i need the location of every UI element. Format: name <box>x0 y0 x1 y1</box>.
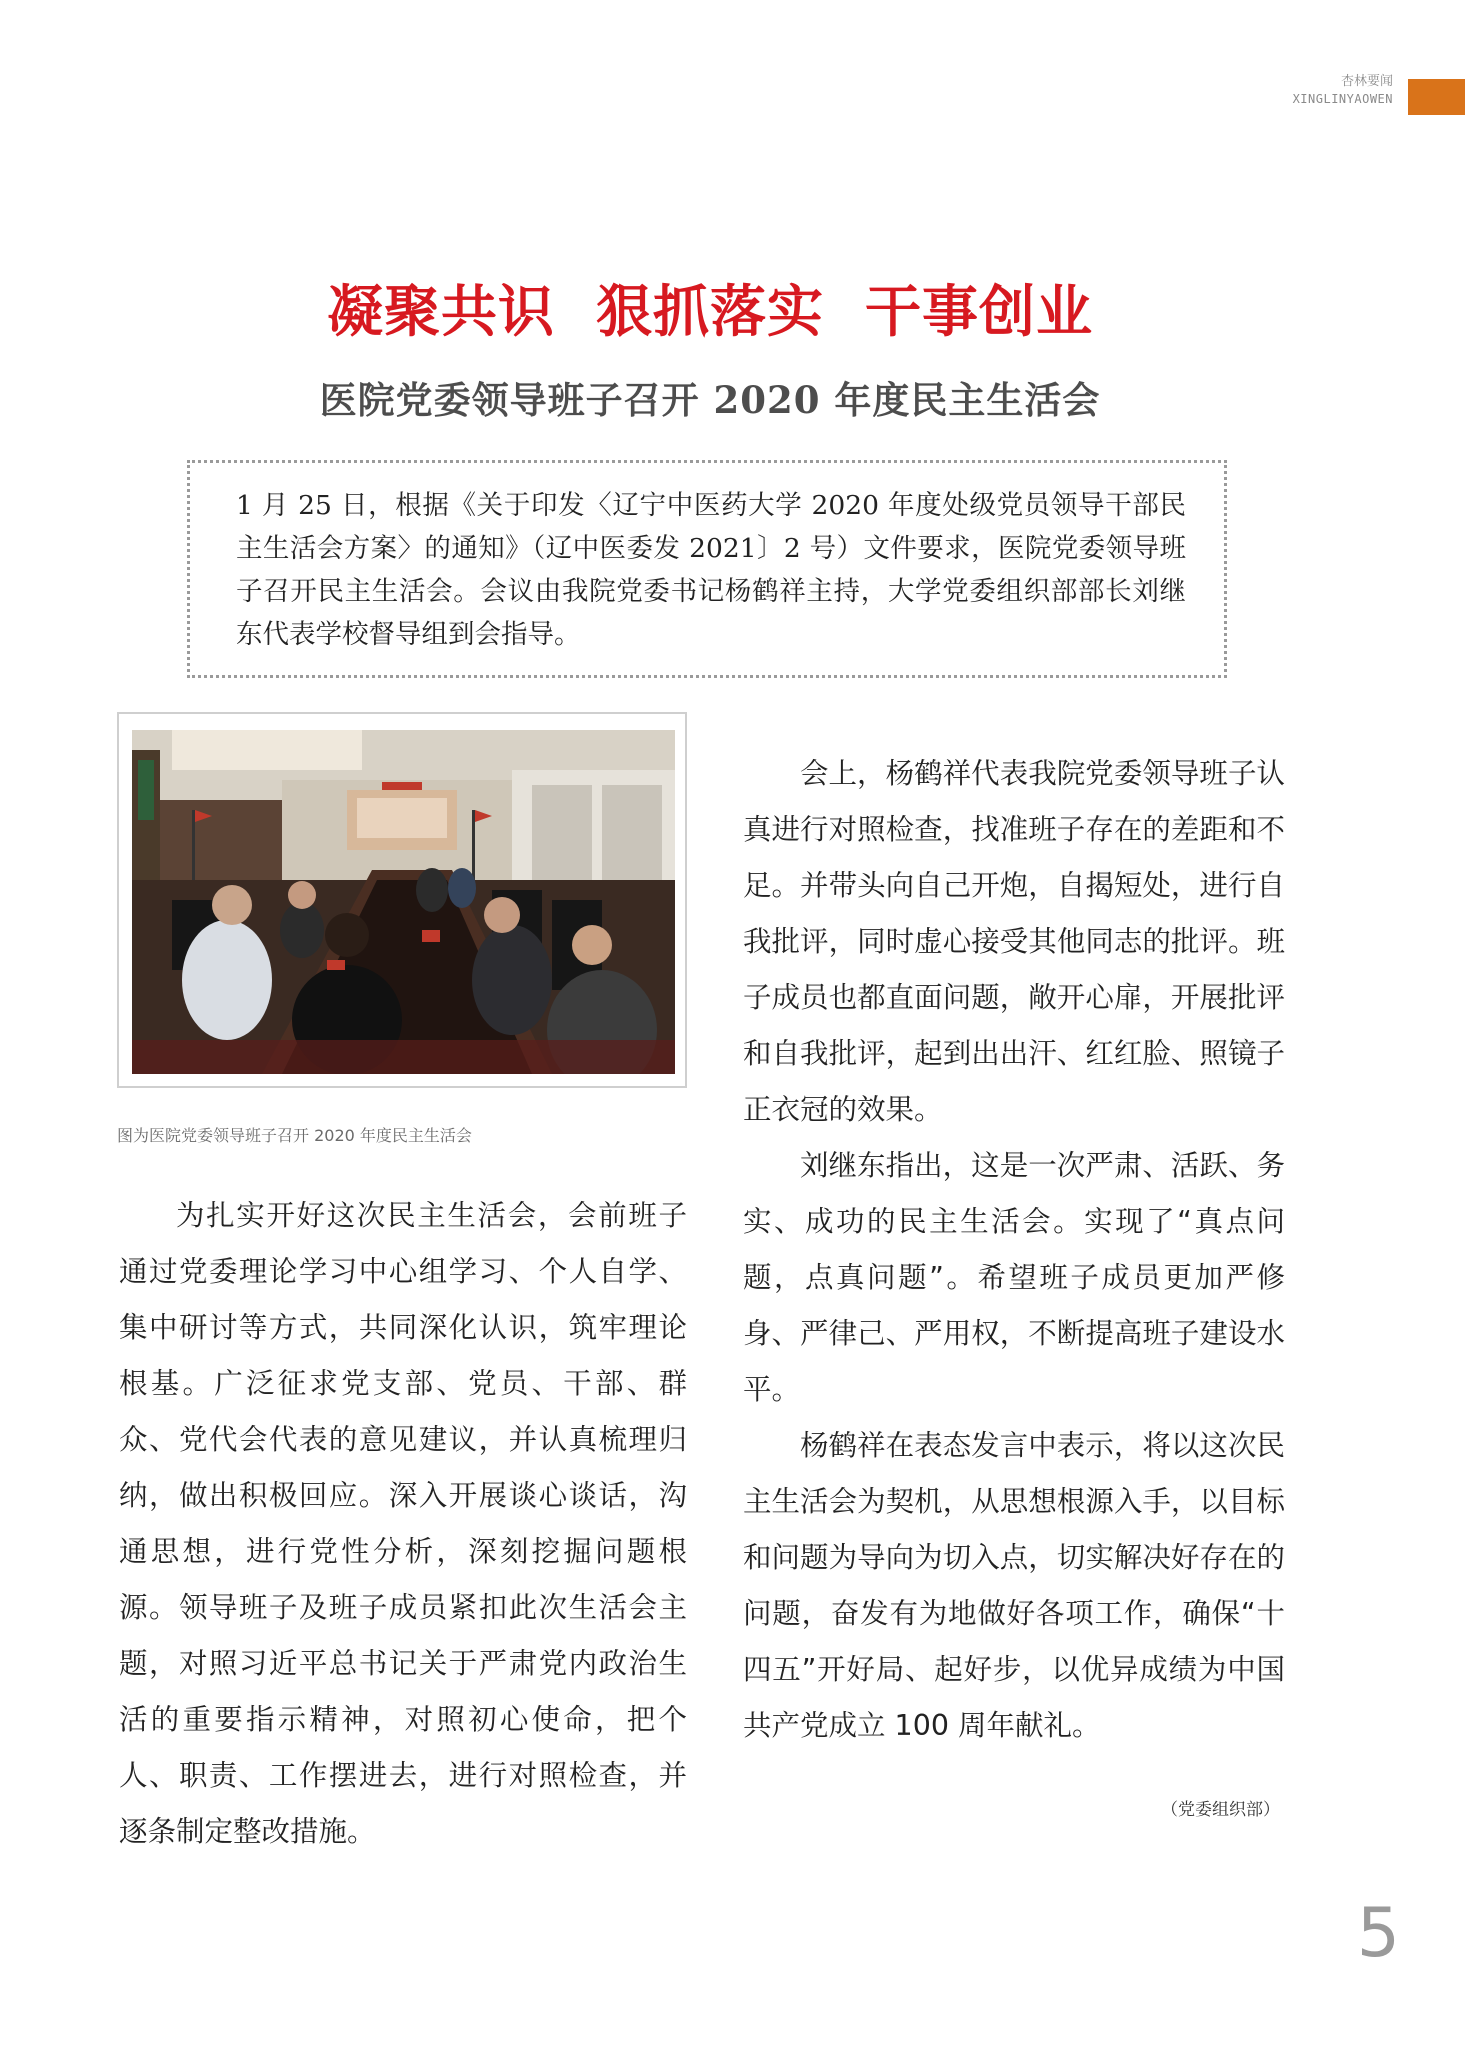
meeting-photo-image <box>132 730 675 1074</box>
body-column-right <box>743 746 1285 1754</box>
section-accent-bar <box>1408 79 1465 115</box>
section-name-english: XINGLINYAOWEN <box>1292 92 1393 106</box>
body-column-left <box>119 1188 687 1860</box>
photo-caption: 图为医院党委领导班子召开 2020 年度民主生活会 <box>117 1126 472 1145</box>
body-paragraph: 杨鹤祥在表态发言中表示，将以这次民主生活会为契机，从思想根源入手，以目标和问题为导向为切入点，切实解决好存在的问题，奋发有为地做好各项工作，确保“十四五”开好局、起好步，以优异成绩为中国共产党成立 100 周年献礼。 <box>743 1429 1285 1742</box>
article-source: （党委组织部） <box>1161 1800 1280 1820</box>
body-paragraph: 刘继东指出，这是一次严肃、活跃、务实、成功的民主生活会。实现了“真点问题，点真问题”。希望班子成员更加严修身、严律己、严用权，不断提高班子建设水平。 <box>743 1149 1285 1406</box>
meeting-photo <box>117 712 687 1088</box>
section-name: 杏林要闻 <box>1340 74 1393 89</box>
body-paragraph: 为扎实开好这次民主生活会，会前班子通过党委理论学习中心组学习、个人自学、集中研讨等方式，共同深化认识，筑牢理论根基。广泛征求党支部、党员、干部、群众、党代会代表的意见建议，并认真梳理归纳，做出积极回应。深入开展谈心谈话，沟通思想，进行党性分析，深刻挖掘问题根源。领导班子及班子成员紧扣此次生活会主题，对照习近平总书记关于严肃党内政治生活的重要指示精神，对照初心使命，把个人、职责、工作摆进去，进行对照检查，并逐条制定整改措施。 <box>119 1199 687 1848</box>
article-subtitle: 医院党委领导班子召开 2020 年度民主生活会 <box>319 378 1101 422</box>
intro-text: 1 月 25 日，根据《关于印发〈辽宁中医药大学 2020 年度处级党员领导干部民主生活会方案〉的通知》（辽中医委发 2021〕2 号）文件要求，医院党委领导班子召开民主生活会。会议由我院党委书记杨鹤祥主持，大学党委组织部部长刘继东代表学校督导组到会指导。 <box>236 490 1186 650</box>
article-title: 凝聚共识 狠抓落实 干事创业 <box>327 279 1093 345</box>
body-paragraph: 会上，杨鹤祥代表我院党委领导班子认真进行对照检查，找准班子存在的差距和不足。并带头向自己开炮，自揭短处，进行自我批评，同时虚心接受其他同志的批评。班子成员也都直面问题，敞开心扉，开展批评和自我批评，起到出出汗、红红脸、照镜子正衣冠的效果。 <box>743 757 1285 1126</box>
page-number: 5 <box>1356 1894 1400 1973</box>
